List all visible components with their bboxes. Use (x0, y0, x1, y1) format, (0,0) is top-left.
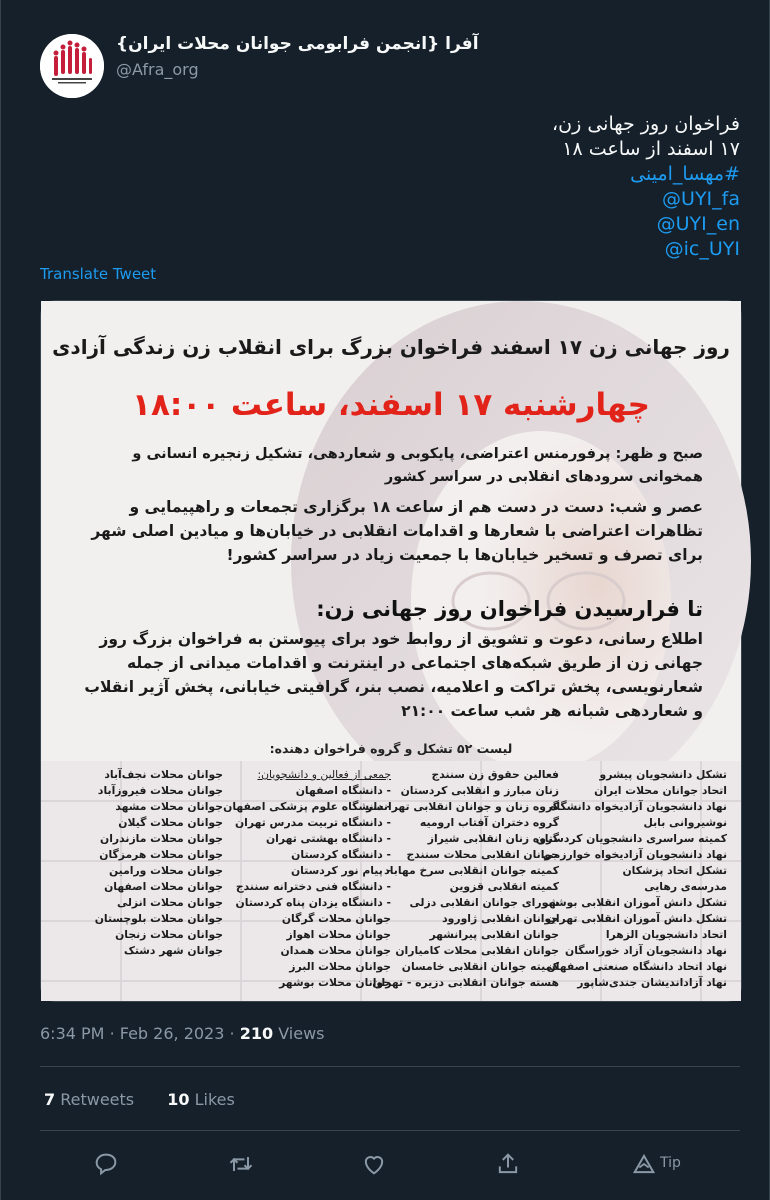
organizations-column-4 (65, 767, 223, 959)
account-handle[interactable]: @Afra_org (116, 60, 199, 79)
tip-label[interactable]: Tip (660, 1155, 681, 1171)
list-item: گروه زنان و جوانان انقلابی تهرانسر (366, 800, 559, 813)
poster-content (41, 301, 741, 1001)
list-item: نوشیروانی بابل (643, 816, 727, 829)
reply-button[interactable] (92, 1150, 120, 1178)
display-name[interactable]: آفرا {انجمن فرابومی جوانان محلات ایران} (116, 34, 479, 54)
left-border (0, 0, 1, 1200)
poster-morning-text: صبح و ظهر: پرفورمنس اعتراضی، پایکوبی و شعاردهی، تشکیل زنجیره انسانی و همخوانی سرودهای انقلابی در سراسر کشور (132, 446, 703, 485)
retweet-icon (227, 1150, 255, 1178)
list-item: اتحاد دانشجویان الزهرا (605, 928, 727, 941)
list-item: جوانان محلات گیلان (118, 816, 223, 829)
list-item: جوانان محلات بوشهر (279, 976, 391, 989)
list-item: مدرسه‌ی رهایی (644, 880, 727, 893)
retweets-count: 7 (44, 1090, 56, 1109)
list-item: گروه زنان انقلابی شیراز (427, 832, 559, 845)
list-item: جوانان انقلابی محلات سنندج (406, 848, 559, 861)
tweet-meta (40, 1024, 325, 1043)
list-item: جوانان انقلابی ژاورود (442, 912, 559, 925)
organizations-column-2 (366, 767, 559, 991)
likes-label: Likes (194, 1090, 235, 1109)
list-item: جوانان محلات انزلی (116, 896, 223, 909)
poster-subtitle: تا فرارسیدن فراخوان روز جهانی زن: (316, 597, 703, 621)
tweet-line: فراخوان روز جهانی زن، (552, 113, 740, 135)
list-item: جوانان شهر دشتک (123, 944, 223, 957)
list-item: جوانان محلات هرمزگان (99, 848, 223, 861)
translate-tweet-link[interactable]: Translate Tweet (40, 265, 157, 283)
list-item: - دانشگاه فنی دخترانه سنندج (235, 880, 391, 893)
avatar[interactable] (40, 34, 104, 98)
poster-until-text: اطلاع رسانی، دعوت و تشویق از روابط خود برای پیوستن به فراخوان بزرگ روز جهانی زن از طریق شبکه‌های اجتماعی در اینترنت و اقدامات میدانی از جمله شعارنویسی، پخش تراکت و اعلامیه، نصب بنر، گرافیتی خیابانی، پخش آژیر انقلاب و شعاردهی شبانه هر شب ساعت ۲۱:۰۰ (84, 630, 703, 720)
list-item: - دانشگاه بهشتی تهران (265, 832, 391, 845)
list-item: نهاد اتحاد دانشگاه صنعتی اصفهان (546, 960, 727, 973)
retweets-label: Retweets (60, 1090, 135, 1109)
heart-icon (360, 1150, 388, 1178)
list-item: کمیته انقلابی قزوین (449, 880, 559, 893)
tweet-text (50, 112, 740, 262)
likes-count: 10 (167, 1090, 190, 1109)
meta-separator: · (229, 1024, 235, 1043)
list-item: هسته جوانان انقلابی دزیره - تهران (372, 976, 559, 989)
list-item: اتحاد جوانان محلات ایران (594, 784, 727, 797)
list-item: جوانان محلات نجف‌آباد (104, 768, 223, 781)
list-item: جوانان محلات همدان (280, 944, 391, 957)
tweet-action-bar (40, 1142, 740, 1186)
poster-list-title: لیست ۵۲ تشکل و گروه فراخوان دهنده: (269, 741, 513, 756)
list-item: کمیته جوانان انقلابی خامسان (401, 960, 559, 973)
list-item: کمیته سراسری دانشجویان کردستان (535, 832, 727, 845)
list-item: نهاد دانشجویان آزادیخواه دانشگاه (549, 800, 727, 813)
afra-logo-icon (40, 34, 104, 98)
list-item: - دانشگاه یزدان پناه کردستان (235, 896, 391, 909)
list-item: - دانشگاه اصفهان (295, 784, 391, 797)
list-item: - دانشگاه کردستان (291, 848, 391, 861)
list-item: - پیام نور کردستان (290, 864, 391, 877)
poster-evening-text: عصر و شب: دست در دست هم از ساعت ۱۸ برگزاری تجمعات و راهپیمایی و تظاهرات اعتراضی با شعارها و اقدامات انقلابی در خیابان‌ها و میادین اصلی شهر برای تصرف و تسخیر خیابان‌ها با جمعیت زیاد در سراسر کشور! (91, 498, 703, 564)
tweet-media-image[interactable] (40, 300, 742, 1002)
list-item: جوانان محلات بلوچستان (94, 912, 223, 925)
tweet-header (40, 28, 740, 98)
list-item: جوانان محلات مازندران (100, 832, 223, 845)
list-item: - دانشگاه علوم پزشکی اصفهان (223, 800, 391, 813)
divider (40, 1066, 740, 1067)
organizations-column-3 (223, 767, 391, 991)
list-item: تشکل دانش آموزان انقلابی بوشهر (542, 896, 727, 909)
tweet-line: ۱۷ اسفند از ساعت ۱۸ (562, 138, 740, 160)
poster-date-line: چهارشنبه ۱۷ اسفند، ساعت ۱۸:۰۰ (132, 387, 650, 423)
tip-icon (630, 1150, 658, 1178)
retweets-stat[interactable] (44, 1090, 139, 1109)
views-count: 210 (239, 1024, 274, 1043)
list-item: جوانان انقلابی محلات کامیاران (395, 944, 559, 957)
list-item: - دانشگاه تربیت مدرس تهران (234, 816, 391, 829)
hashtag-link[interactable]: #مهسا_امینی (630, 163, 740, 185)
list-item: جوانان محلات مشهد (115, 800, 223, 813)
retweet-button[interactable] (227, 1150, 255, 1178)
list-item: کمیته جوانان انقلابی سرخ مهاباد (384, 864, 559, 877)
list-item: جوانان محلات اصفهان (104, 880, 223, 893)
mention-link[interactable]: @UYI_en (656, 213, 740, 235)
list-item: تشکل اتحاد پزشکان (622, 864, 727, 877)
likes-stat[interactable] (167, 1090, 235, 1109)
list-item: گروه دختران آفتاب ارومیه (419, 816, 559, 829)
mention-link[interactable]: @UYI_fa (662, 188, 740, 210)
share-icon (494, 1150, 522, 1178)
divider (40, 1130, 740, 1131)
list-item: جوانان محلات فیروزآباد (97, 784, 223, 797)
mention-link[interactable]: @ic_UYI (664, 238, 740, 260)
tweet-time[interactable]: 6:34 PM (40, 1024, 105, 1043)
tweet-date[interactable]: Feb 26, 2023 (119, 1024, 225, 1043)
list-item: جوانان محلات زنجان (115, 928, 223, 941)
list-item: نهاد دانشجویان آزادیخواه خوارزمی (542, 848, 727, 861)
list-item: نهاد دانشجویان آزاد خوراسگان (564, 944, 727, 957)
list-heading: جمعی از فعالین و دانشجویان: (257, 768, 391, 781)
list-item: جوانان محلات گرگان (281, 912, 391, 925)
list-item: شورای جوانان انقلابی دزلی (409, 896, 559, 909)
list-item: جوانان محلات البرز (289, 960, 391, 973)
list-item: تشکل دانشجویان پیشرو (599, 768, 727, 781)
list-item: جوانان انقلابی پیرانشهر (429, 928, 559, 941)
tweet-stats (44, 1090, 263, 1109)
list-item: زنان مبارز و انقلابی کردستان (400, 784, 559, 797)
list-item: فعالین حقوق زن سنندج (431, 768, 559, 781)
tip-button[interactable] (630, 1150, 658, 1178)
meta-separator: · (109, 1024, 115, 1043)
list-item: تشکل دانش آموزان انقلابی تهران (546, 912, 727, 925)
organizations-column-1 (535, 767, 727, 991)
account-name-block[interactable] (116, 34, 479, 79)
list-item: جوانان محلات ورامین (108, 864, 223, 877)
share-button[interactable] (494, 1150, 522, 1178)
poster-title: روز جهانی زن ۱۷ اسفند فراخوان بزرگ برای انقلاب زن زندگی آزادی (52, 335, 730, 359)
list-item: نهاد آزاداندیشان جندی‌شاپور (577, 976, 727, 989)
like-button[interactable] (360, 1150, 388, 1178)
views-label: Views (278, 1024, 325, 1043)
reply-icon (92, 1150, 120, 1178)
list-item: جوانان محلات اهواز (286, 928, 391, 941)
